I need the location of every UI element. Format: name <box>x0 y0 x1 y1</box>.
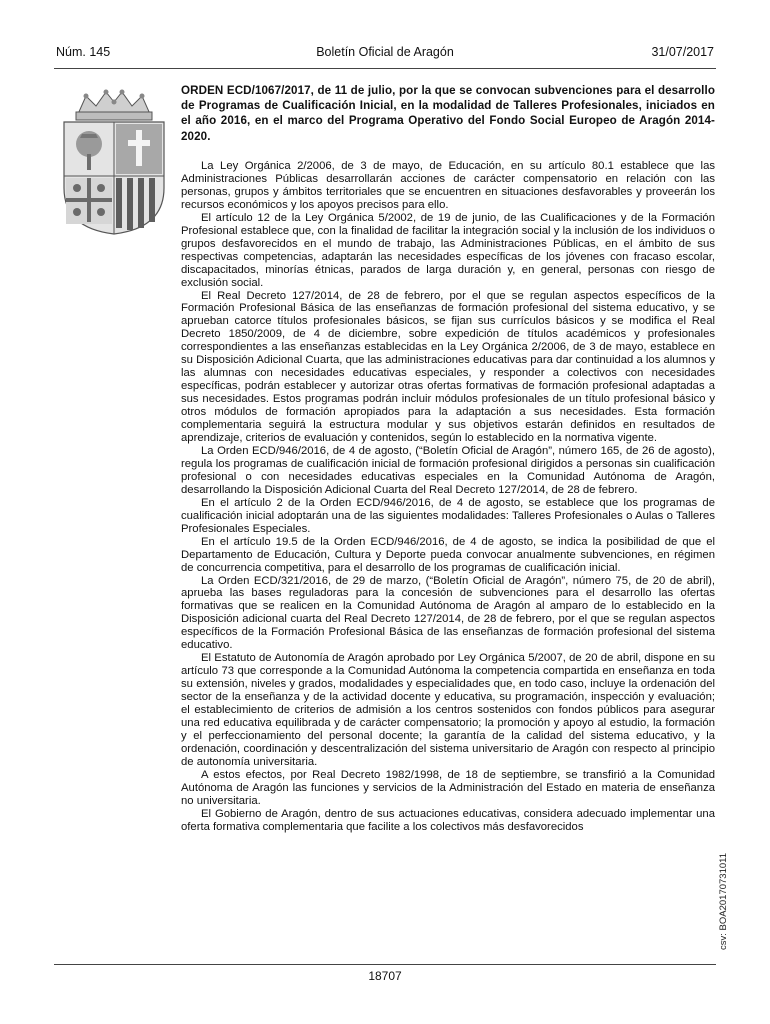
body-paragraph: El Estatuto de Autonomía de Aragón aprobado por Ley Orgánica 5/2007, de 20 de abril, dispone en su artículo 73 que corresponde a la Comunidad Autónoma la competencia compartida en enseñanza en toda su extensión, niveles y grados, modalidades y especialidades que, en todo caso, incluye la ordenación del sector de la enseñanza y de la actividad docente y educativa, su programación, inspección y evaluación; el establecimiento de criterios de admisión a los centros sostenidos con fondos públicos para asegurar una red educativa equilibrada y de carácter compensatorio; la promoción y apoyo al estudio, la formación y el perfeccionamiento del personal docente; la garantía de la calidad del sistema educativo, y la ordenación, coordinación y descentralización del sistema universitario de Aragón con respecto al principio de autonomía universitaria. <box>181 652 715 768</box>
body-paragraph: La Orden ECD/321/2016, de 29 de marzo, (“Boletín Oficial de Aragón”, número 75, de 20 de abril), aprueba las bases reguladoras para la concesión de subvenciones para el desarrollo las ofertas formativas que se realicen en la Comunidad Autónoma de Aragón al amparo de lo establecido en la Disposición adicional cuarta del Real Decreto 127/2014, de 28 de febrero, por el que se regulan aspectos específicos de la Formación Profesional Básica de las enseñanzas de formación profesional del sistema educativo. <box>181 574 715 652</box>
page-header <box>56 45 714 65</box>
page-number: 18707 <box>368 969 402 983</box>
body-paragraph: En el artículo 2 de la Orden ECD/946/2016, de 4 de agosto, se establece que los programas de cualificación inicial adoptarán una de las siguientes modalidades: Talleres Profesionales o Aulas o Talleres Profesionales Especiales. <box>181 496 715 535</box>
order-title: ORDEN ECD/1067/2017, de 11 de julio, por la que se convocan subvenciones para el desarrollo de Programas de Cualificación Inicial, en la modalidad de Talleres Profesionales, iniciados en el año 2016, en el marco del Programa Operativo del Fondo Social Europeo de Aragón 2014-2020. <box>181 84 715 143</box>
body-paragraph: La Ley Orgánica 2/2006, de 3 de mayo, de Educación, en su artículo 80.1 establece que las Administraciones Públicas desarrollarán acciones de carácter compensatorio en relación con las personas, grupos y ámbitos territoriales que se encuentren en situaciones desfavorables y proveerán los recursos económicos y los apoyos precisos para ello. <box>181 160 715 211</box>
body-paragraph: El Gobierno de Aragón, dentro de sus actuaciones educativas, considera adecuado implementar una oferta formativa complementaria que facilite a los colectivos más desfavorecidos <box>181 807 715 833</box>
header-divider <box>54 68 716 69</box>
body-paragraph: El Real Decreto 127/2014, de 28 de febrero, por el que se regulan aspectos específicos de la Formación Profesional Básica de las enseñanzas de formación profesional del sistema educativo, y se aprueban catorce títulos profesionales básicos, se fijan sus currículos básicos y se modifica el Real Decreto 1850/2009, de 4 de diciembre, sobre expedición de títulos académicos y profesionales correspondientes a las enseñanzas establecidas en la Ley Orgánica 2/2006, de 3 de mayo, establece en su Disposición Adicional Cuarta, que las administraciones educativas para dar continuidad a los alumnos y las alumnas con necesidades educativas especiales, y responder a colectivos con necesidades específicas, podrán establecer y autorizar otras ofertas formativas de formación profesional adaptadas a sus necesidades. Estos programas podrán incluir módulos profesionales de un título profesional básico y otros módulos de formación apropiados para la adaptación a sus necesidades. Esta formación complementaria seguirá la estructura modular y sus objetivos estarán definidos en resultados de aprendizaje, criterios de evaluación y contenidos, según lo establecido en la normativa vigente. <box>181 289 715 445</box>
verification-code: csv: BOA20170731011 <box>718 852 729 950</box>
bulletin-number: Núm. 145 <box>56 45 111 59</box>
body-paragraph: En el artículo 19.5 de la Orden ECD/946/2016, de 4 de agosto, se indica la posibilidad de que el Departamento de Educación, Cultura y Deporte pueda convocar anualmente subvenciones, en régimen de concurrencia competitiva, para el desarrollo de los programas de cualificación inicial. <box>181 535 715 574</box>
publication-title: Boletín Oficial de Aragón <box>316 45 454 59</box>
coat-of-arms-aragon-icon <box>56 88 172 236</box>
body-paragraph: El artículo 12 de la Ley Orgánica 5/2002, de 19 de junio, de las Cualificaciones y de la Formación Profesional establece que, con la finalidad de facilitar la integración social y la inclusión de los individuos o grupos desfavorecidos en el mundo de trabajo, las Administraciones Públicas, en el ámbito de sus respectivas competencias, adaptarán las necesidades específicas de los jóvenes con fracaso escolar, discapacitados, minorías étnicas, parados de larga duración y, en general, personas con riesgo de exclusión social. <box>181 211 715 289</box>
document-body <box>181 160 715 834</box>
publication-date: 31/07/2017 <box>651 45 714 59</box>
body-paragraph: La Orden ECD/946/2016, de 4 de agosto, (“Boletín Oficial de Aragón”, número 165, de 26 de agosto), regula los programas de cualificación inicial de formación profesional dirigidos a personas sin cualificación profesional o con necesidades educativas especiales en la Comunidad Autónoma de Aragón, desarrollando la Disposición Adicional Cuarta del Real Decreto 127/2014, de 28 de febrero. <box>181 444 715 496</box>
body-paragraph: A estos efectos, por Real Decreto 1982/1998, de 18 de septiembre, se transfirió a la Comunidad Autónoma de Aragón las funciones y servicios de la Administración del Estado en materia de enseñanza no universitaria. <box>181 768 715 807</box>
footer-divider <box>54 964 716 965</box>
